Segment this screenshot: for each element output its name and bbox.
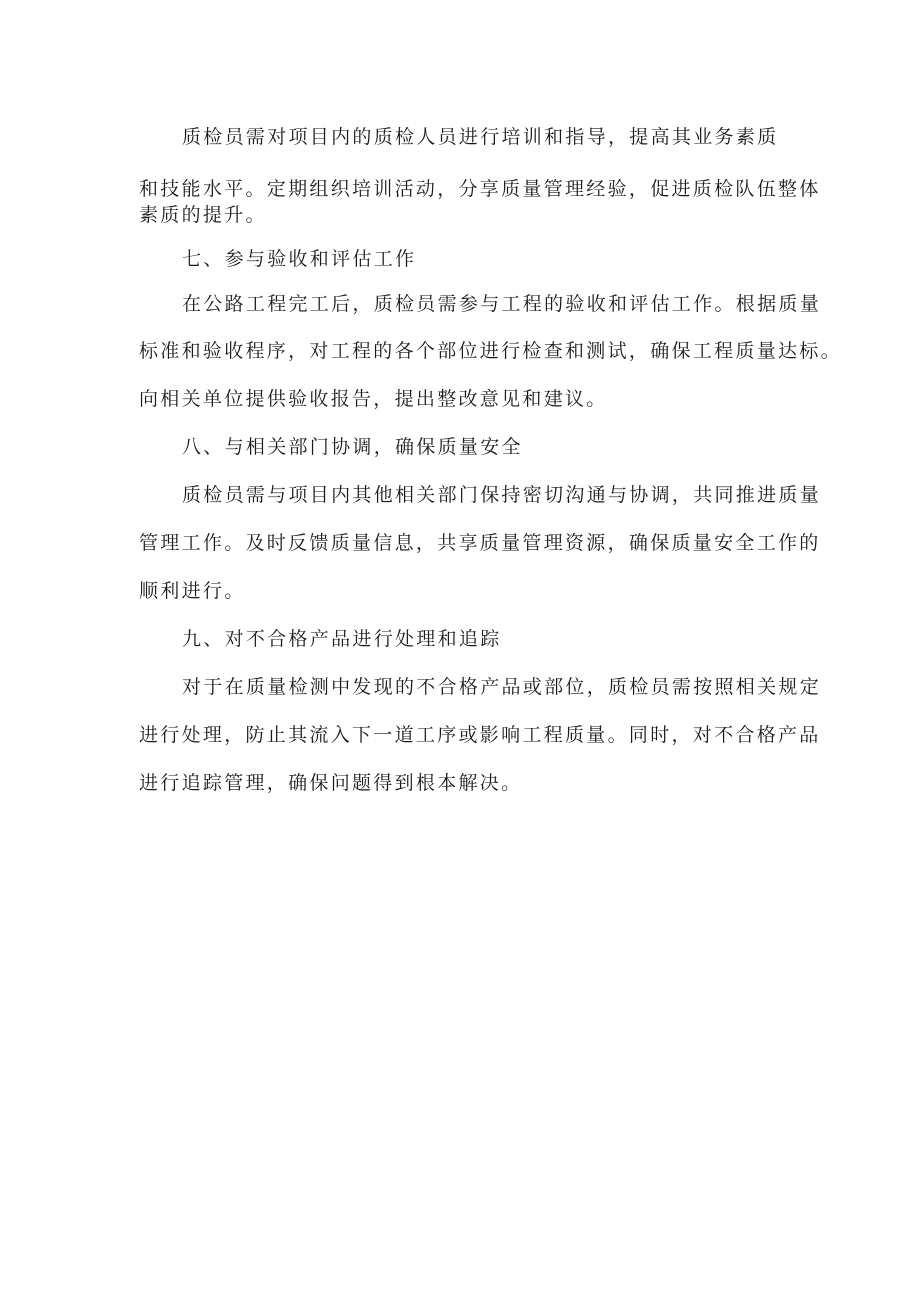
section-heading: 八、与相关部门协调，确保质量安全 (182, 436, 523, 458)
section-heading: 九、对不合格产品进行处理和追踪 (182, 628, 502, 650)
paragraph-line: 质检员需与项目内其他相关部门保持密切沟通与协调，共同推进质量 (182, 484, 822, 506)
paragraph-line: 在公路工程完工后，质检员需参与工程的验收和评估工作。根据质量 (182, 293, 822, 315)
paragraph-line: 标准和验收程序，对工程的各个部位进行检查和测试，确保工程质量达标。 (139, 340, 842, 362)
paragraph-line: 素质的提升。 (139, 204, 267, 226)
paragraph-line: 向相关单位提供验收报告，提出整改意见和建议。 (139, 388, 608, 410)
section-heading: 七、参与验收和评估工作 (182, 248, 417, 270)
paragraph-line: 和技能水平。定期组织培训活动，分享质量管理经验，促进质检队伍整体 (139, 178, 821, 200)
paragraph-line: 对于在质量检测中发现的不合格产品或部位，质检员需按照相关规定 (182, 676, 822, 698)
paragraph-line: 管理工作。及时反馈质量信息，共享质量管理资源，确保质量安全工作的 (139, 532, 821, 554)
paragraph-line: 进行追踪管理，确保问题得到根本解决。 (139, 772, 523, 794)
paragraph-line: 质检员需对项目内的质检人员进行培训和指导，提高其业务素质 (182, 126, 779, 148)
paragraph-line: 进行处理，防止其流入下一道工序或影响工程质量。同时，对不合格产品 (139, 724, 821, 746)
paragraph-line: 顺利进行。 (139, 580, 246, 602)
